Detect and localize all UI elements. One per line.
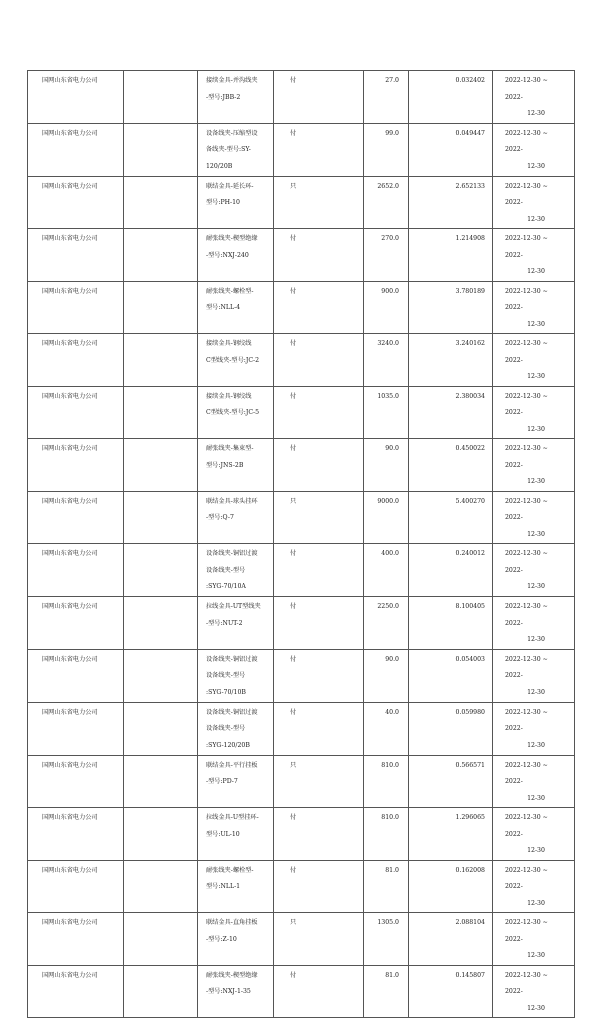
date-line: 12-30 (527, 478, 545, 485)
quantity-cell: 2250.0 (364, 597, 409, 650)
date-range-cell (493, 281, 575, 334)
date-range-cell (493, 808, 575, 861)
company-cell: 国网山东省电力公司 (28, 176, 124, 229)
quantity-cell: 810.0 (364, 808, 409, 861)
table-row (28, 913, 575, 966)
quantity-cell: 27.0 (364, 71, 409, 124)
date-range-cell (493, 71, 575, 124)
amount-cell: 2.652133 (409, 176, 493, 229)
item-description-cell (198, 491, 274, 544)
description-line: 拉线金具-U型挂环- (206, 814, 259, 821)
table-row (28, 176, 575, 229)
blank-cell (124, 334, 198, 387)
table-row (28, 965, 575, 1018)
date-range-cell (493, 913, 575, 966)
date-range (505, 441, 567, 491)
amount-cell: 0.450022 (409, 439, 493, 492)
table-row (28, 808, 575, 861)
date-line: 2022-12-30 ~ 2022- (505, 497, 548, 521)
description-line: 拉线金具-UT型线夹 (206, 603, 261, 610)
item-description-cell (198, 808, 274, 861)
amount-cell: 0.032402 (409, 71, 493, 124)
date-line: 2022-12-30 ~ 2022- (505, 182, 548, 206)
date-range (505, 73, 567, 123)
date-line: 2022-12-30 ~ 2022- (505, 919, 548, 943)
company-cell: 国网山东省电力公司 (28, 755, 124, 808)
unit-cell: 付 (274, 229, 364, 282)
description-line: 接续金具-钢绞线 (206, 392, 252, 400)
unit-cell: 付 (274, 281, 364, 334)
date-line: 12-30 (527, 215, 545, 223)
date-line: 2022-12-30 ~ 2022- (505, 340, 548, 364)
company-cell: 国网山东省电力公司 (28, 281, 124, 334)
date-range (505, 284, 567, 334)
amount-cell: 0.059980 (409, 702, 493, 755)
table-row (28, 334, 575, 387)
description-line: 设备线夹-铜铝过渡 (206, 708, 258, 716)
amount-cell: 3.780189 (409, 281, 493, 334)
unit-cell: 付 (274, 386, 364, 439)
unit-cell: 付 (274, 123, 364, 176)
description-line: 设备线夹-型号 (206, 566, 246, 574)
date-range (505, 546, 567, 596)
description-line: -型号:PD-7 (206, 778, 238, 785)
date-line: 2022-12-30 ~ 2022- (505, 287, 548, 311)
date-range (505, 863, 567, 913)
description-line: 耐张线夹-螺栓型- (206, 287, 254, 295)
table-row (28, 755, 575, 808)
date-range-cell (493, 123, 575, 176)
date-range (505, 231, 567, 281)
date-range-cell (493, 386, 575, 439)
quantity-cell: 99.0 (364, 123, 409, 176)
date-line: 12-30 (527, 899, 545, 907)
date-range (505, 179, 567, 229)
description-line: C型线夹-型号:JC-5 (206, 409, 260, 416)
company-cell: 国网山东省电力公司 (28, 649, 124, 702)
item-description-cell (198, 439, 274, 492)
item-description-cell (198, 386, 274, 439)
date-range (505, 336, 567, 386)
description-line: 型号:UL-10 (206, 830, 240, 838)
blank-cell (124, 860, 198, 913)
unit-cell: 只 (274, 913, 364, 966)
table-row (28, 123, 575, 176)
item-description-cell (198, 755, 274, 808)
table-row (28, 491, 575, 544)
description-line: 耐张线夹-楔型绝缘 (206, 235, 258, 242)
amount-cell: 1.296065 (409, 808, 493, 861)
description-line: -型号:NUT-2 (206, 619, 243, 627)
date-line: 12-30 (527, 952, 545, 959)
unit-cell: 付 (274, 544, 364, 597)
quantity-cell: 1035.0 (364, 386, 409, 439)
date-range-cell (493, 544, 575, 597)
date-range-cell (493, 229, 575, 282)
date-line: 12-30 (527, 1004, 545, 1012)
table-row (28, 229, 575, 282)
blank-cell (124, 544, 198, 597)
quantity-cell: 2652.0 (364, 176, 409, 229)
company-cell: 国网山东省电力公司 (28, 702, 124, 755)
unit-cell: 付 (274, 965, 364, 1018)
date-range (505, 705, 567, 755)
quantity-cell: 9000.0 (364, 491, 409, 544)
table-row (28, 71, 575, 124)
date-line: 12-30 (527, 741, 545, 749)
company-cell: 国网山东省电力公司 (28, 597, 124, 650)
description-line: -型号:Z-10 (206, 935, 237, 943)
company-cell: 国网山东省电力公司 (28, 491, 124, 544)
description-line: 联结金具-延长环- (206, 182, 254, 190)
description-line: 接续金具-钢绞线 (206, 340, 252, 347)
date-line: 12-30 (527, 688, 545, 696)
date-range (505, 494, 567, 544)
description-line: 型号:PH-10 (206, 199, 240, 206)
date-range-cell (493, 860, 575, 913)
description-line: 接续金具-并沟线夹 (206, 77, 258, 84)
description-line: 型号:NLL-4 (206, 304, 241, 311)
date-line: 2022-12-30 ~ 2022- (505, 814, 548, 838)
date-range-cell (493, 755, 575, 808)
date-range (505, 968, 567, 1018)
description-line: 联结金具-平行挂板 (206, 761, 258, 769)
company-cell: 国网山东省电力公司 (28, 386, 124, 439)
date-line: 2022-12-30 ~ 2022- (505, 655, 548, 679)
date-range-cell (493, 176, 575, 229)
date-line: 2022-12-30 ~ 2022- (505, 550, 548, 574)
description-line: 设备线夹-型号 (206, 672, 246, 679)
unit-cell: 付 (274, 702, 364, 755)
blank-cell (124, 229, 198, 282)
quantity-cell: 1305.0 (364, 913, 409, 966)
blank-cell (124, 702, 198, 755)
amount-cell: 0.566571 (409, 755, 493, 808)
date-range-cell (493, 649, 575, 702)
date-line: 2022-12-30 ~ 2022- (505, 392, 548, 416)
table-row (28, 649, 575, 702)
company-cell: 国网山东省电力公司 (28, 229, 124, 282)
blank-cell (124, 386, 198, 439)
description-line: -型号:NXJ-240 (206, 251, 249, 259)
blank-cell (124, 123, 198, 176)
blank-cell (124, 808, 198, 861)
date-line: 12-30 (527, 110, 545, 117)
description-line: 耐张线夹-集束型- (206, 445, 254, 452)
date-range-cell (493, 702, 575, 755)
unit-cell: 只 (274, 491, 364, 544)
description-line: 耐张线夹-螺栓型- (206, 866, 254, 874)
quantity-cell: 90.0 (364, 649, 409, 702)
company-cell: 国网山东省电力公司 (28, 860, 124, 913)
quantity-cell: 270.0 (364, 229, 409, 282)
item-description-cell (198, 123, 274, 176)
blank-cell (124, 71, 198, 124)
description-line: 型号:JNS-2B (206, 461, 244, 469)
date-range-cell (493, 597, 575, 650)
item-description-cell (198, 649, 274, 702)
amount-cell: 0.162008 (409, 860, 493, 913)
date-line: 12-30 (527, 847, 545, 854)
blank-cell (124, 755, 198, 808)
amount-cell: 8.100405 (409, 597, 493, 650)
description-line: 联结金具-球头挂环 (206, 497, 258, 505)
item-description-cell (198, 71, 274, 124)
quantity-cell: 3240.0 (364, 334, 409, 387)
unit-cell: 付 (274, 649, 364, 702)
amount-cell: 3.240162 (409, 334, 493, 387)
description-line: -型号:JBB-2 (206, 93, 241, 101)
date-range (505, 389, 567, 439)
date-range (505, 599, 567, 649)
table-row (28, 544, 575, 597)
date-range-cell (493, 439, 575, 492)
table-row (28, 702, 575, 755)
item-description-cell (198, 229, 274, 282)
date-line: 2022-12-30 ~ 2022- (505, 129, 548, 153)
description-line: 备线夹-型号:SY- (206, 146, 251, 153)
description-line: 设备线夹-铜铝过渡 (206, 655, 258, 663)
table-row (28, 597, 575, 650)
description-line: -型号:Q-7 (206, 514, 234, 521)
blank-cell (124, 176, 198, 229)
item-description-cell (198, 860, 274, 913)
procurement-table (27, 70, 575, 1018)
quantity-cell: 40.0 (364, 702, 409, 755)
item-description-cell (198, 544, 274, 597)
date-line: 12-30 (527, 268, 545, 275)
unit-cell: 只 (274, 176, 364, 229)
amount-cell: 1.214908 (409, 229, 493, 282)
amount-cell: 0.145807 (409, 965, 493, 1018)
unit-cell: 只 (274, 755, 364, 808)
blank-cell (124, 913, 198, 966)
company-cell: 国网山东省电力公司 (28, 544, 124, 597)
item-description-cell (198, 176, 274, 229)
date-line: 12-30 (527, 320, 545, 328)
date-range-cell (493, 965, 575, 1018)
date-line: 2022-12-30 ~ 2022- (505, 603, 548, 627)
date-line: 2022-12-30 ~ 2022- (505, 866, 548, 890)
item-description-cell (198, 597, 274, 650)
quantity-cell: 900.0 (364, 281, 409, 334)
description-line: :SYG-70/10A (206, 583, 246, 590)
date-line: 12-30 (527, 425, 545, 433)
date-line: 2022-12-30 ~ 2022- (505, 445, 548, 469)
date-line: 2022-12-30 ~ 2022- (505, 708, 548, 732)
quantity-cell: 90.0 (364, 439, 409, 492)
description-line: 设备线夹-型号 (206, 725, 246, 732)
description-line: 联结金具-直角挂板 (206, 919, 258, 926)
date-line: 12-30 (527, 530, 545, 538)
quantity-cell: 81.0 (364, 860, 409, 913)
date-range (505, 915, 567, 965)
unit-cell: 付 (274, 71, 364, 124)
quantity-cell: 400.0 (364, 544, 409, 597)
blank-cell (124, 597, 198, 650)
unit-cell: 付 (274, 597, 364, 650)
date-line: 2022-12-30 ~ 2022- (505, 971, 548, 995)
date-range-cell (493, 334, 575, 387)
quantity-cell: 810.0 (364, 755, 409, 808)
description-line: 耐张线夹-楔型绝缘 (206, 971, 258, 979)
company-cell: 国网山东省电力公司 (28, 808, 124, 861)
unit-cell: 付 (274, 334, 364, 387)
item-description-cell (198, 702, 274, 755)
unit-cell: 付 (274, 860, 364, 913)
date-line: 2022-12-30 ~ 2022- (505, 77, 548, 101)
date-range (505, 652, 567, 702)
item-description-cell (198, 334, 274, 387)
blank-cell (124, 491, 198, 544)
quantity-cell: 81.0 (364, 965, 409, 1018)
amount-cell: 0.049447 (409, 123, 493, 176)
blank-cell (124, 649, 198, 702)
amount-cell: 2.380034 (409, 386, 493, 439)
date-range (505, 758, 567, 808)
table-row (28, 281, 575, 334)
company-cell: 国网山东省电力公司 (28, 439, 124, 492)
description-line: 型号:NLL-1 (206, 883, 241, 890)
table-row (28, 860, 575, 913)
description-line: :SYG-120/20B (206, 741, 250, 749)
table-row (28, 439, 575, 492)
amount-cell: 0.054003 (409, 649, 493, 702)
table-row (28, 386, 575, 439)
company-cell: 国网山东省电力公司 (28, 913, 124, 966)
item-description-cell (198, 281, 274, 334)
amount-cell: 0.240012 (409, 544, 493, 597)
unit-cell: 付 (274, 439, 364, 492)
description-line: 设备线夹-压缩型设 (206, 129, 258, 137)
blank-cell (124, 281, 198, 334)
item-description-cell (198, 965, 274, 1018)
date-range-cell (493, 491, 575, 544)
date-line: 12-30 (527, 373, 545, 380)
description-line: :SYG-70/10B (206, 688, 246, 696)
table-body (28, 71, 575, 1018)
date-range (505, 126, 567, 176)
description-line: 设备线夹-铜铝过渡 (206, 550, 258, 557)
description-line: 120/20B (206, 162, 233, 170)
date-line: 12-30 (527, 794, 545, 802)
description-line: C型线夹-型号:JC-2 (206, 356, 260, 364)
unit-cell: 付 (274, 808, 364, 861)
date-line: 12-30 (527, 636, 545, 643)
company-cell: 国网山东省电力公司 (28, 123, 124, 176)
date-line: 12-30 (527, 583, 545, 590)
company-cell: 国网山东省电力公司 (28, 71, 124, 124)
date-range (505, 810, 567, 860)
company-cell: 国网山东省电力公司 (28, 965, 124, 1018)
date-line: 12-30 (527, 162, 545, 170)
amount-cell: 5.400270 (409, 491, 493, 544)
date-line: 2022-12-30 ~ 2022- (505, 761, 548, 785)
company-cell: 国网山东省电力公司 (28, 334, 124, 387)
date-line: 2022-12-30 ~ 2022- (505, 235, 548, 259)
description-line: -型号:NXJ-1-35 (206, 988, 251, 995)
blank-cell (124, 965, 198, 1018)
blank-cell (124, 439, 198, 492)
item-description-cell (198, 913, 274, 966)
amount-cell: 2.088104 (409, 913, 493, 966)
